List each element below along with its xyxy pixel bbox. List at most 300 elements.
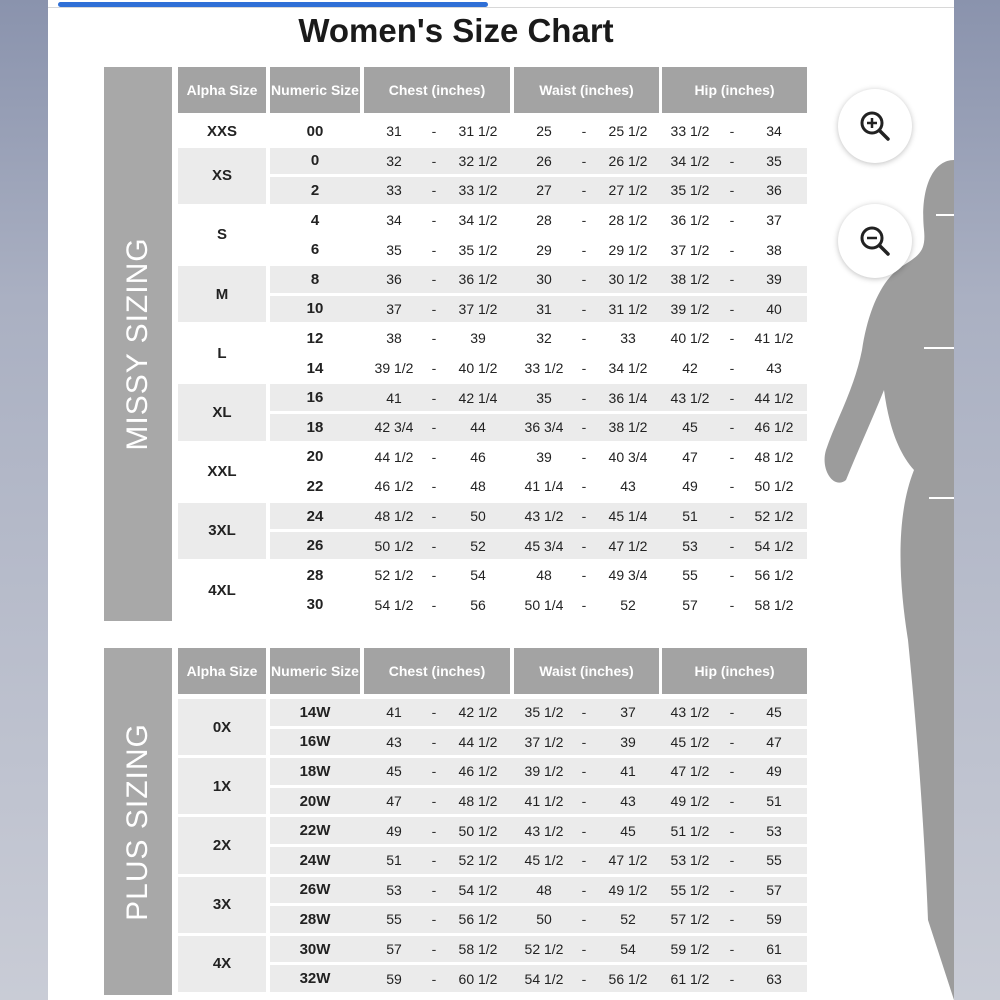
range-dash: - xyxy=(581,123,587,140)
range-dash: - xyxy=(431,419,437,436)
hip-max-cell: 58 1/2 xyxy=(754,596,794,613)
chest-max-cell: 50 1/2 xyxy=(458,822,498,839)
range-dash: - xyxy=(581,704,587,721)
waist-max-cell: 37 xyxy=(620,704,636,721)
chest-min-cell: 55 xyxy=(386,911,402,928)
range-dash: - xyxy=(581,763,587,780)
chest-min-cell: 43 xyxy=(386,733,402,750)
range-dash: - xyxy=(729,704,735,721)
range-dash: - xyxy=(431,911,437,928)
hip-header: Hip (inches) xyxy=(662,648,807,694)
chest-max-cell: 46 xyxy=(470,448,486,465)
waist-min-cell: 28 xyxy=(536,212,552,229)
range-dash: - xyxy=(729,152,735,169)
chest-max-cell: 48 1/2 xyxy=(458,793,498,810)
numeric-size-cell: 14W xyxy=(299,703,331,721)
chest-min-cell: 41 xyxy=(386,704,402,721)
range-dash: - xyxy=(431,596,437,613)
range-dash: - xyxy=(431,360,437,377)
numeric-size-cell: 28 xyxy=(306,566,324,584)
hip-min-cell: 40 1/2 xyxy=(670,330,710,347)
chest-max-cell: 54 xyxy=(470,567,486,584)
range-dash: - xyxy=(431,448,437,465)
hip-max-cell: 37 xyxy=(766,212,782,229)
numeric-size-cell: 6 xyxy=(310,241,320,259)
alpha-size-cell: 4X xyxy=(212,955,232,973)
range-dash: - xyxy=(431,763,437,780)
chest-max-cell: 56 xyxy=(470,596,486,613)
zoom-out-icon xyxy=(858,224,892,258)
alpha-size-cell: 1X xyxy=(212,777,232,795)
top-divider xyxy=(48,7,954,8)
range-dash: - xyxy=(729,537,735,554)
range-dash: - xyxy=(729,212,735,229)
chest-max-cell: 44 xyxy=(470,419,486,436)
numeric-size-cell: 20W xyxy=(299,792,331,810)
range-dash: - xyxy=(729,330,735,347)
range-dash: - xyxy=(729,478,735,495)
range-dash: - xyxy=(431,881,437,898)
range-dash: - xyxy=(431,567,437,584)
chest-min-cell: 51 xyxy=(386,852,402,869)
hip-max-cell: 48 1/2 xyxy=(754,448,794,465)
chest-max-cell: 54 1/2 xyxy=(458,881,498,898)
range-dash: - xyxy=(431,941,437,958)
chest-max-cell: 52 xyxy=(470,537,486,554)
numeric-size-cell: 30W xyxy=(299,940,331,958)
chest-max-cell: 42 1/2 xyxy=(458,704,498,721)
chest-max-cell: 52 1/2 xyxy=(458,852,498,869)
hip-min-cell: 55 1/2 xyxy=(670,881,710,898)
numeric-size-header: Numeric Size xyxy=(270,648,360,694)
range-dash: - xyxy=(431,182,437,199)
numeric-size-header: Numeric Size xyxy=(270,67,360,113)
hip-min-cell: 43 1/2 xyxy=(670,389,710,406)
waist-max-cell: 39 xyxy=(620,733,636,750)
hip-max-cell: 41 1/2 xyxy=(754,330,794,347)
range-dash: - xyxy=(431,733,437,750)
chest-min-cell: 54 1/2 xyxy=(374,596,414,613)
waist-max-cell: 45 1/4 xyxy=(608,508,648,525)
chest-min-cell: 32 xyxy=(386,152,402,169)
chest-max-cell: 39 xyxy=(470,330,486,347)
waist-max-cell: 40 3/4 xyxy=(608,448,648,465)
hip-max-cell: 36 xyxy=(766,182,782,199)
range-dash: - xyxy=(729,911,735,928)
waist-min-cell: 52 1/2 xyxy=(524,941,564,958)
zoom-in-button[interactable] xyxy=(838,89,912,163)
chest-min-cell: 47 xyxy=(386,793,402,810)
hip-max-cell: 53 xyxy=(766,822,782,839)
waist-max-cell: 26 1/2 xyxy=(608,152,648,169)
alpha-size-cell: XS xyxy=(211,167,232,185)
alpha-size-header: Alpha Size xyxy=(178,67,266,113)
waist-max-cell: 45 xyxy=(620,822,636,839)
chest-min-cell: 45 xyxy=(386,763,402,780)
plus-sizing-text: PLUS SIZING xyxy=(121,722,154,921)
chest-min-cell: 53 xyxy=(386,881,402,898)
hip-max-cell: 57 xyxy=(766,881,782,898)
hip-max-cell: 35 xyxy=(766,152,782,169)
range-dash: - xyxy=(729,241,735,258)
range-dash: - xyxy=(431,271,437,288)
waist-min-cell: 26 xyxy=(536,152,552,169)
hip-min-cell: 38 1/2 xyxy=(670,271,710,288)
waist-min-cell: 36 3/4 xyxy=(524,419,564,436)
alpha-size-cell: 0X xyxy=(212,718,232,736)
chest-max-cell: 48 xyxy=(470,478,486,495)
hip-min-cell: 51 xyxy=(682,508,698,525)
hip-max-cell: 50 1/2 xyxy=(754,478,794,495)
waist-min-cell: 35 1/2 xyxy=(524,704,564,721)
hip-min-cell: 36 1/2 xyxy=(670,212,710,229)
chest-min-cell: 33 xyxy=(386,182,402,199)
chest-min-cell: 46 1/2 xyxy=(374,478,414,495)
chest-max-cell: 40 1/2 xyxy=(458,360,498,377)
waist-min-cell: 43 1/2 xyxy=(524,508,564,525)
hip-max-cell: 63 xyxy=(766,970,782,987)
chest-min-cell: 49 xyxy=(386,822,402,839)
numeric-size-cell: 8 xyxy=(310,270,320,288)
range-dash: - xyxy=(729,567,735,584)
range-dash: - xyxy=(729,123,735,140)
chest-max-cell: 44 1/2 xyxy=(458,733,498,750)
hip-min-cell: 45 xyxy=(682,419,698,436)
plus-sizing-label xyxy=(104,648,172,995)
numeric-size-cell: 4 xyxy=(310,211,320,229)
alpha-size-cell: 3X xyxy=(212,896,232,914)
alpha-size-cell: M xyxy=(215,285,229,303)
range-dash: - xyxy=(729,793,735,810)
numeric-size-cell: 30 xyxy=(306,596,324,614)
chest-header: Chest (inches) xyxy=(364,67,510,113)
numeric-size-cell: 2 xyxy=(310,181,320,199)
range-dash: - xyxy=(431,822,437,839)
hip-max-cell: 40 xyxy=(766,300,782,317)
range-dash: - xyxy=(581,508,587,525)
hip-max-cell: 34 xyxy=(766,123,782,140)
waist-max-cell: 33 xyxy=(620,330,636,347)
range-dash: - xyxy=(729,182,735,199)
range-dash: - xyxy=(729,822,735,839)
waist-header: Waist (inches) xyxy=(514,648,659,694)
hip-header: Hip (inches) xyxy=(662,67,807,113)
range-dash: - xyxy=(581,419,587,436)
range-dash: - xyxy=(431,212,437,229)
chest-min-cell: 50 1/2 xyxy=(374,537,414,554)
chest-min-cell: 37 xyxy=(386,300,402,317)
range-dash: - xyxy=(581,537,587,554)
range-dash: - xyxy=(729,941,735,958)
numeric-size-cell: 26W xyxy=(299,881,331,899)
waist-max-cell: 56 1/2 xyxy=(608,970,648,987)
chest-max-cell: 58 1/2 xyxy=(458,941,498,958)
range-dash: - xyxy=(431,330,437,347)
alpha-size-header: Alpha Size xyxy=(178,648,266,694)
range-dash: - xyxy=(729,300,735,317)
chest-max-cell: 33 1/2 xyxy=(458,182,498,199)
waist-min-cell: 45 1/2 xyxy=(524,852,564,869)
hip-max-cell: 39 xyxy=(766,271,782,288)
waist-max-cell: 47 1/2 xyxy=(608,537,648,554)
range-dash: - xyxy=(431,241,437,258)
chest-max-cell: 32 1/2 xyxy=(458,152,498,169)
range-dash: - xyxy=(729,508,735,525)
range-dash: - xyxy=(729,360,735,377)
waist-max-cell: 36 1/4 xyxy=(608,389,648,406)
range-dash: - xyxy=(581,478,587,495)
chest-max-cell: 35 1/2 xyxy=(458,241,498,258)
hip-min-cell: 42 xyxy=(682,360,698,377)
waist-min-cell: 50 1/4 xyxy=(524,596,564,613)
range-dash: - xyxy=(431,478,437,495)
hip-max-cell: 59 xyxy=(766,911,782,928)
range-dash: - xyxy=(581,970,587,987)
waist-max-cell: 47 1/2 xyxy=(608,852,648,869)
waist-min-cell: 35 xyxy=(536,389,552,406)
range-dash: - xyxy=(581,567,587,584)
hip-max-cell: 47 xyxy=(766,733,782,750)
waist-min-cell: 39 1/2 xyxy=(524,763,564,780)
range-dash: - xyxy=(729,271,735,288)
hip-min-cell: 57 xyxy=(682,596,698,613)
waist-min-cell: 33 1/2 xyxy=(524,360,564,377)
waist-max-cell: 25 1/2 xyxy=(608,123,648,140)
chest-min-cell: 48 1/2 xyxy=(374,508,414,525)
range-dash: - xyxy=(581,852,587,869)
hip-max-cell: 56 1/2 xyxy=(754,567,794,584)
chest-min-cell: 41 xyxy=(386,389,402,406)
waist-min-cell: 29 xyxy=(536,241,552,258)
waist-min-cell: 39 xyxy=(536,448,552,465)
page-title: Women's Size Chart xyxy=(298,12,614,49)
missy-sizing-text: MISSY SIZING xyxy=(121,237,154,451)
waist-max-cell: 54 xyxy=(620,941,636,958)
numeric-size-cell: 0 xyxy=(310,152,320,170)
chest-max-cell: 46 1/2 xyxy=(458,763,498,780)
chest-min-cell: 34 xyxy=(386,212,402,229)
hip-max-cell: 55 xyxy=(766,852,782,869)
waist-max-cell: 41 xyxy=(620,763,636,780)
chest-min-cell: 39 1/2 xyxy=(374,360,414,377)
waist-min-cell: 32 xyxy=(536,330,552,347)
chest-min-cell: 31 xyxy=(386,123,402,140)
range-dash: - xyxy=(729,881,735,898)
chest-min-cell: 42 3/4 xyxy=(374,419,414,436)
range-dash: - xyxy=(581,330,587,347)
range-dash: - xyxy=(581,793,587,810)
range-dash: - xyxy=(431,852,437,869)
hip-max-cell: 61 xyxy=(766,941,782,958)
chest-max-cell: 50 xyxy=(470,508,486,525)
hip-max-cell: 44 1/2 xyxy=(754,389,794,406)
hip-min-cell: 47 xyxy=(682,448,698,465)
waist-max-cell: 34 1/2 xyxy=(608,360,648,377)
range-dash: - xyxy=(581,182,587,199)
waist-min-cell: 54 1/2 xyxy=(524,970,564,987)
waist-max-cell: 31 1/2 xyxy=(608,300,648,317)
chest-max-cell: 36 1/2 xyxy=(458,271,498,288)
range-dash: - xyxy=(581,822,587,839)
alpha-size-cell: XL xyxy=(212,403,232,421)
range-dash: - xyxy=(729,733,735,750)
size-chart-card xyxy=(48,0,954,1000)
numeric-size-cell: 10 xyxy=(306,300,324,318)
chest-max-cell: 31 1/2 xyxy=(458,123,498,140)
waist-max-cell: 49 3/4 xyxy=(608,567,648,584)
waist-max-cell: 52 xyxy=(620,596,636,613)
hip-min-cell: 43 1/2 xyxy=(670,704,710,721)
range-dash: - xyxy=(431,508,437,525)
range-dash: - xyxy=(581,881,587,898)
waist-max-cell: 52 xyxy=(620,911,636,928)
hip-min-cell: 59 1/2 xyxy=(670,941,710,958)
waist-max-cell: 29 1/2 xyxy=(608,241,648,258)
range-dash: - xyxy=(729,389,735,406)
numeric-size-cell: 32W xyxy=(299,970,331,988)
numeric-size-cell: 16W xyxy=(299,733,331,751)
hip-min-cell: 51 1/2 xyxy=(670,822,710,839)
range-dash: - xyxy=(581,212,587,229)
hip-min-cell: 34 1/2 xyxy=(670,152,710,169)
chest-max-cell: 56 1/2 xyxy=(458,911,498,928)
waist-min-cell: 43 1/2 xyxy=(524,822,564,839)
chest-min-cell: 57 xyxy=(386,941,402,958)
waist-min-cell: 31 xyxy=(536,300,552,317)
hip-max-cell: 38 xyxy=(766,241,782,258)
range-dash: - xyxy=(581,271,587,288)
hip-min-cell: 35 1/2 xyxy=(670,182,710,199)
missy-sizing-label xyxy=(104,67,172,621)
hip-max-cell: 45 xyxy=(766,704,782,721)
range-dash: - xyxy=(581,241,587,258)
hip-min-cell: 57 1/2 xyxy=(670,911,710,928)
waist-min-cell: 48 xyxy=(536,881,552,898)
range-dash: - xyxy=(581,596,587,613)
hip-max-cell: 43 xyxy=(766,360,782,377)
range-dash: - xyxy=(729,763,735,780)
hip-min-cell: 45 1/2 xyxy=(670,733,710,750)
range-dash: - xyxy=(431,793,437,810)
chest-max-cell: 37 1/2 xyxy=(458,300,498,317)
alpha-size-cell: L xyxy=(217,344,227,362)
numeric-size-cell: 20 xyxy=(306,448,324,466)
alpha-size-cell: 4XL xyxy=(208,581,236,599)
chest-min-cell: 44 1/2 xyxy=(374,448,414,465)
chest-max-cell: 34 1/2 xyxy=(458,212,498,229)
range-dash: - xyxy=(581,152,587,169)
hip-max-cell: 51 xyxy=(766,793,782,810)
waist-max-cell: 38 1/2 xyxy=(608,419,648,436)
range-dash: - xyxy=(729,448,735,465)
alpha-size-cell: S xyxy=(216,226,227,244)
hip-min-cell: 49 xyxy=(682,478,698,495)
range-dash: - xyxy=(581,360,587,377)
waist-max-cell: 30 1/2 xyxy=(608,271,648,288)
hip-min-cell: 55 xyxy=(682,567,698,584)
numeric-size-cell: 12 xyxy=(306,329,324,347)
range-dash: - xyxy=(431,970,437,987)
range-dash: - xyxy=(581,733,587,750)
hip-max-cell: 52 1/2 xyxy=(754,508,794,525)
hip-max-cell: 46 1/2 xyxy=(754,419,794,436)
hip-min-cell: 39 1/2 xyxy=(670,300,710,317)
alpha-size-cell: XXS xyxy=(206,122,237,140)
waist-min-cell: 45 3/4 xyxy=(524,537,564,554)
range-dash: - xyxy=(581,389,587,406)
waist-min-cell: 27 xyxy=(536,182,552,199)
numeric-size-cell: 18 xyxy=(306,418,324,436)
numeric-size-cell: 22W xyxy=(299,822,331,840)
hip-max-cell: 54 1/2 xyxy=(754,537,794,554)
range-dash: - xyxy=(729,852,735,869)
waist-max-cell: 27 1/2 xyxy=(608,182,648,199)
range-dash: - xyxy=(431,123,437,140)
chest-min-cell: 36 xyxy=(386,271,402,288)
numeric-size-cell: 24W xyxy=(299,851,331,869)
range-dash: - xyxy=(431,300,437,317)
alpha-size-cell: 3XL xyxy=(208,522,236,540)
range-dash: - xyxy=(581,911,587,928)
waist-max-cell: 43 xyxy=(620,478,636,495)
zoom-in-icon xyxy=(858,109,892,143)
waist-max-cell: 49 1/2 xyxy=(608,881,648,898)
numeric-size-cell: 14 xyxy=(306,359,324,377)
hip-min-cell: 49 1/2 xyxy=(670,793,710,810)
waist-min-cell: 30 xyxy=(536,271,552,288)
range-dash: - xyxy=(431,537,437,554)
chest-header: Chest (inches) xyxy=(364,648,510,694)
hip-min-cell: 47 1/2 xyxy=(670,763,710,780)
range-dash: - xyxy=(431,152,437,169)
range-dash: - xyxy=(431,389,437,406)
hip-min-cell: 37 1/2 xyxy=(670,241,710,258)
numeric-size-cell: 18W xyxy=(299,762,331,780)
hip-min-cell: 33 1/2 xyxy=(670,123,710,140)
range-dash: - xyxy=(581,300,587,317)
numeric-size-cell: 28W xyxy=(299,910,331,928)
range-dash: - xyxy=(581,448,587,465)
waist-min-cell: 48 xyxy=(536,567,552,584)
range-dash: - xyxy=(729,596,735,613)
chest-min-cell: 59 xyxy=(386,970,402,987)
chest-max-cell: 42 1/4 xyxy=(458,389,498,406)
numeric-size-cell: 24 xyxy=(306,507,324,525)
numeric-size-cell: 00 xyxy=(306,122,324,140)
alpha-size-cell: XXL xyxy=(207,463,237,481)
numeric-size-cell: 16 xyxy=(306,389,324,407)
chest-min-cell: 35 xyxy=(386,241,402,258)
range-dash: - xyxy=(729,419,735,436)
range-dash: - xyxy=(581,941,587,958)
waist-min-cell: 25 xyxy=(536,123,552,140)
chest-min-cell: 52 1/2 xyxy=(374,567,414,584)
hip-min-cell: 53 xyxy=(682,537,698,554)
range-dash: - xyxy=(729,970,735,987)
waist-header: Waist (inches) xyxy=(514,67,659,113)
waist-min-cell: 50 xyxy=(536,911,552,928)
zoom-out-button[interactable] xyxy=(838,204,912,278)
waist-max-cell: 43 xyxy=(620,793,636,810)
range-dash: - xyxy=(431,704,437,721)
numeric-size-cell: 26 xyxy=(306,537,324,555)
waist-min-cell: 41 1/4 xyxy=(524,478,564,495)
hip-max-cell: 49 xyxy=(766,763,782,780)
hip-min-cell: 61 1/2 xyxy=(670,970,710,987)
chest-min-cell: 38 xyxy=(386,330,402,347)
waist-max-cell: 28 1/2 xyxy=(608,212,648,229)
numeric-size-cell: 22 xyxy=(306,477,324,495)
